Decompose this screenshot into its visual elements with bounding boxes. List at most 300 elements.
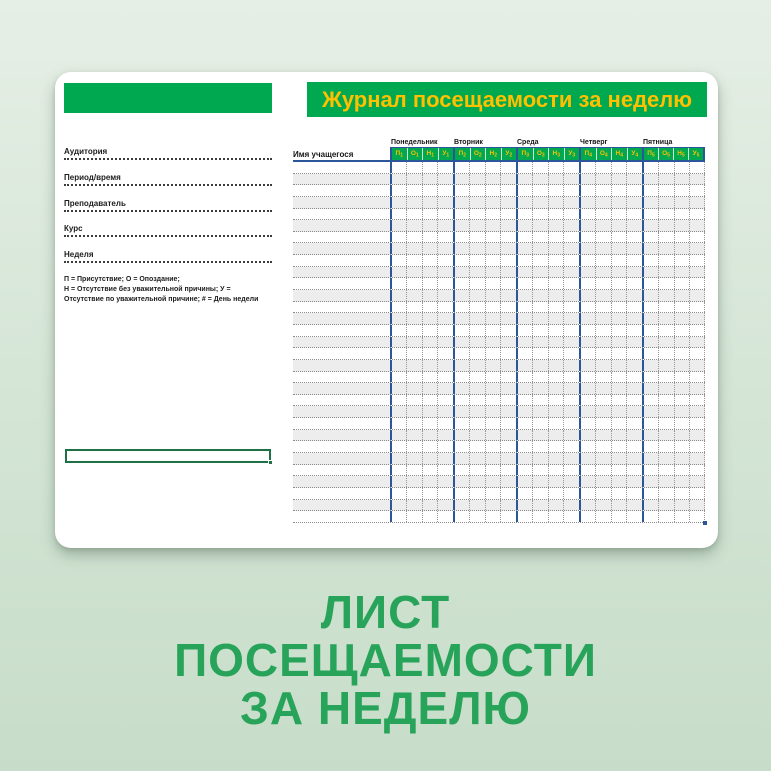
attendance-cell[interactable]	[563, 453, 579, 464]
attendance-cell[interactable]	[563, 406, 579, 417]
attendance-cell[interactable]	[500, 290, 516, 301]
attendance-cell[interactable]	[485, 162, 501, 173]
attendance-cell[interactable]	[532, 243, 548, 254]
attendance-cell[interactable]	[516, 185, 532, 196]
attendance-cell[interactable]	[390, 511, 406, 522]
attendance-cell[interactable]	[689, 383, 705, 394]
attendance-cell[interactable]	[437, 418, 453, 429]
attendance-cell[interactable]	[579, 430, 595, 441]
attendance-cell[interactable]	[611, 243, 627, 254]
attendance-cell[interactable]	[532, 465, 548, 476]
student-name-cell[interactable]	[293, 220, 390, 231]
attendance-cell[interactable]	[626, 220, 642, 231]
attendance-cell[interactable]	[469, 500, 485, 511]
attendance-cell[interactable]	[595, 511, 611, 522]
attendance-cell[interactable]	[500, 267, 516, 278]
attendance-cell[interactable]	[611, 220, 627, 231]
attendance-cell[interactable]	[611, 453, 627, 464]
attendance-cell[interactable]	[611, 278, 627, 289]
attendance-cell[interactable]	[516, 418, 532, 429]
attendance-cell[interactable]	[642, 360, 658, 371]
attendance-cell[interactable]	[485, 430, 501, 441]
attendance-cell[interactable]	[548, 162, 564, 173]
attendance-cell[interactable]	[406, 267, 422, 278]
attendance-cell[interactable]	[579, 313, 595, 324]
attendance-cell[interactable]	[453, 185, 469, 196]
attendance-cell[interactable]	[579, 360, 595, 371]
attendance-cell[interactable]	[611, 337, 627, 348]
attendance-cell[interactable]	[642, 372, 658, 383]
attendance-cell[interactable]	[548, 313, 564, 324]
attendance-cell[interactable]	[689, 500, 705, 511]
attendance-cell[interactable]	[516, 209, 532, 220]
attendance-cell[interactable]	[469, 267, 485, 278]
attendance-cell[interactable]	[674, 197, 690, 208]
attendance-cell[interactable]	[611, 395, 627, 406]
attendance-cell[interactable]	[611, 441, 627, 452]
attendance-cell[interactable]	[516, 232, 532, 243]
attendance-cell[interactable]	[595, 441, 611, 452]
attendance-cell[interactable]	[485, 372, 501, 383]
attendance-cell[interactable]	[437, 302, 453, 313]
attendance-cell[interactable]	[579, 500, 595, 511]
attendance-cell[interactable]	[422, 372, 438, 383]
attendance-cell[interactable]	[453, 290, 469, 301]
attendance-cell[interactable]	[453, 255, 469, 266]
attendance-cell[interactable]	[516, 511, 532, 522]
attendance-cell[interactable]	[532, 255, 548, 266]
attendance-cell[interactable]	[532, 209, 548, 220]
attendance-cell[interactable]	[516, 162, 532, 173]
attendance-cell[interactable]	[579, 209, 595, 220]
attendance-cell[interactable]	[500, 465, 516, 476]
attendance-cell[interactable]	[689, 418, 705, 429]
attendance-cell[interactable]	[642, 278, 658, 289]
attendance-cell[interactable]	[642, 511, 658, 522]
attendance-cell[interactable]	[626, 441, 642, 452]
attendance-cell[interactable]	[674, 406, 690, 417]
attendance-cell[interactable]	[453, 383, 469, 394]
attendance-cell[interactable]	[658, 313, 674, 324]
attendance-cell[interactable]	[674, 209, 690, 220]
student-name-cell[interactable]	[293, 174, 390, 185]
attendance-cell[interactable]	[563, 174, 579, 185]
attendance-cell[interactable]	[437, 185, 453, 196]
attendance-cell[interactable]	[658, 395, 674, 406]
attendance-cell[interactable]	[406, 476, 422, 487]
attendance-cell[interactable]	[516, 337, 532, 348]
attendance-cell[interactable]	[658, 290, 674, 301]
attendance-cell[interactable]	[485, 441, 501, 452]
attendance-cell[interactable]	[563, 220, 579, 231]
attendance-cell[interactable]	[390, 441, 406, 452]
attendance-cell[interactable]	[437, 441, 453, 452]
attendance-cell[interactable]	[579, 220, 595, 231]
attendance-cell[interactable]	[626, 232, 642, 243]
attendance-cell[interactable]	[500, 232, 516, 243]
attendance-cell[interactable]	[390, 302, 406, 313]
attendance-cell[interactable]	[516, 243, 532, 254]
attendance-cell[interactable]	[437, 162, 453, 173]
attendance-cell[interactable]	[437, 430, 453, 441]
attendance-cell[interactable]	[422, 395, 438, 406]
attendance-cell[interactable]	[579, 465, 595, 476]
attendance-cell[interactable]	[674, 243, 690, 254]
attendance-cell[interactable]	[437, 488, 453, 499]
attendance-cell[interactable]	[626, 243, 642, 254]
attendance-cell[interactable]	[563, 209, 579, 220]
attendance-cell[interactable]	[516, 174, 532, 185]
attendance-cell[interactable]	[406, 255, 422, 266]
attendance-cell[interactable]	[626, 430, 642, 441]
attendance-cell[interactable]	[516, 278, 532, 289]
attendance-cell[interactable]	[422, 348, 438, 359]
attendance-cell[interactable]	[469, 174, 485, 185]
attendance-cell[interactable]	[469, 372, 485, 383]
attendance-cell[interactable]	[563, 313, 579, 324]
attendance-cell[interactable]	[437, 267, 453, 278]
attendance-cell[interactable]	[626, 313, 642, 324]
attendance-cell[interactable]	[611, 383, 627, 394]
attendance-cell[interactable]	[595, 174, 611, 185]
attendance-cell[interactable]	[658, 255, 674, 266]
attendance-cell[interactable]	[611, 185, 627, 196]
attendance-cell[interactable]	[406, 302, 422, 313]
attendance-cell[interactable]	[500, 383, 516, 394]
attendance-cell[interactable]	[642, 174, 658, 185]
attendance-cell[interactable]	[516, 360, 532, 371]
attendance-cell[interactable]	[548, 383, 564, 394]
attendance-cell[interactable]	[658, 220, 674, 231]
attendance-cell[interactable]	[674, 476, 690, 487]
attendance-cell[interactable]	[500, 243, 516, 254]
attendance-cell[interactable]	[500, 174, 516, 185]
attendance-cell[interactable]	[658, 278, 674, 289]
attendance-cell[interactable]	[658, 511, 674, 522]
attendance-cell[interactable]	[579, 418, 595, 429]
attendance-cell[interactable]	[406, 406, 422, 417]
attendance-cell[interactable]	[469, 383, 485, 394]
attendance-cell[interactable]	[437, 255, 453, 266]
student-name-cell[interactable]	[293, 243, 390, 254]
attendance-cell[interactable]	[406, 162, 422, 173]
attendance-cell[interactable]	[642, 348, 658, 359]
attendance-cell[interactable]	[642, 232, 658, 243]
attendance-cell[interactable]	[422, 465, 438, 476]
attendance-cell[interactable]	[548, 511, 564, 522]
attendance-cell[interactable]	[595, 243, 611, 254]
attendance-cell[interactable]	[469, 162, 485, 173]
attendance-cell[interactable]	[548, 395, 564, 406]
attendance-cell[interactable]	[611, 197, 627, 208]
attendance-cell[interactable]	[595, 476, 611, 487]
attendance-cell[interactable]	[579, 197, 595, 208]
attendance-cell[interactable]	[422, 383, 438, 394]
attendance-cell[interactable]	[469, 360, 485, 371]
attendance-cell[interactable]	[469, 453, 485, 464]
attendance-cell[interactable]	[390, 197, 406, 208]
attendance-cell[interactable]	[563, 267, 579, 278]
attendance-cell[interactable]	[422, 488, 438, 499]
attendance-cell[interactable]	[658, 465, 674, 476]
attendance-cell[interactable]	[626, 372, 642, 383]
attendance-cell[interactable]	[500, 360, 516, 371]
attendance-cell[interactable]	[563, 430, 579, 441]
attendance-cell[interactable]	[579, 488, 595, 499]
student-name-cell[interactable]	[293, 360, 390, 371]
attendance-cell[interactable]	[453, 348, 469, 359]
attendance-cell[interactable]	[579, 395, 595, 406]
attendance-cell[interactable]	[674, 418, 690, 429]
attendance-cell[interactable]	[453, 395, 469, 406]
attendance-cell[interactable]	[437, 243, 453, 254]
attendance-cell[interactable]	[406, 395, 422, 406]
attendance-cell[interactable]	[611, 313, 627, 324]
attendance-cell[interactable]	[453, 476, 469, 487]
attendance-cell[interactable]	[437, 197, 453, 208]
attendance-cell[interactable]	[689, 360, 705, 371]
attendance-cell[interactable]	[689, 267, 705, 278]
attendance-cell[interactable]	[422, 290, 438, 301]
attendance-cell[interactable]	[689, 453, 705, 464]
attendance-cell[interactable]	[422, 255, 438, 266]
attendance-cell[interactable]	[516, 313, 532, 324]
attendance-cell[interactable]	[453, 337, 469, 348]
attendance-cell[interactable]	[532, 185, 548, 196]
attendance-cell[interactable]	[658, 162, 674, 173]
attendance-cell[interactable]	[500, 302, 516, 313]
attendance-cell[interactable]	[674, 255, 690, 266]
attendance-cell[interactable]	[548, 243, 564, 254]
attendance-cell[interactable]	[642, 453, 658, 464]
student-name-cell[interactable]	[293, 325, 390, 336]
attendance-cell[interactable]	[406, 383, 422, 394]
attendance-cell[interactable]	[453, 302, 469, 313]
attendance-cell[interactable]	[422, 267, 438, 278]
attendance-cell[interactable]	[548, 267, 564, 278]
attendance-cell[interactable]	[548, 290, 564, 301]
attendance-cell[interactable]	[626, 290, 642, 301]
attendance-cell[interactable]	[453, 418, 469, 429]
attendance-cell[interactable]	[595, 185, 611, 196]
attendance-cell[interactable]	[642, 313, 658, 324]
attendance-cell[interactable]	[595, 278, 611, 289]
attendance-cell[interactable]	[626, 302, 642, 313]
attendance-cell[interactable]	[406, 348, 422, 359]
attendance-cell[interactable]	[469, 290, 485, 301]
attendance-cell[interactable]	[422, 418, 438, 429]
attendance-cell[interactable]	[406, 243, 422, 254]
attendance-cell[interactable]	[437, 383, 453, 394]
attendance-cell[interactable]	[485, 185, 501, 196]
attendance-cell[interactable]	[485, 302, 501, 313]
attendance-cell[interactable]	[595, 267, 611, 278]
attendance-cell[interactable]	[516, 406, 532, 417]
attendance-cell[interactable]	[437, 360, 453, 371]
attendance-cell[interactable]	[532, 395, 548, 406]
attendance-cell[interactable]	[532, 162, 548, 173]
attendance-cell[interactable]	[469, 232, 485, 243]
attendance-cell[interactable]	[469, 476, 485, 487]
attendance-cell[interactable]	[453, 174, 469, 185]
attendance-cell[interactable]	[689, 185, 705, 196]
attendance-cell[interactable]	[611, 232, 627, 243]
attendance-cell[interactable]	[532, 197, 548, 208]
attendance-cell[interactable]	[548, 232, 564, 243]
attendance-cell[interactable]	[532, 290, 548, 301]
attendance-cell[interactable]	[674, 174, 690, 185]
attendance-cell[interactable]	[563, 290, 579, 301]
attendance-cell[interactable]	[548, 418, 564, 429]
attendance-cell[interactable]	[674, 465, 690, 476]
attendance-cell[interactable]	[532, 372, 548, 383]
attendance-cell[interactable]	[611, 418, 627, 429]
attendance-cell[interactable]	[611, 476, 627, 487]
attendance-cell[interactable]	[674, 302, 690, 313]
attendance-cell[interactable]	[485, 232, 501, 243]
attendance-cell[interactable]	[611, 372, 627, 383]
attendance-cell[interactable]	[595, 302, 611, 313]
attendance-cell[interactable]	[453, 232, 469, 243]
attendance-cell[interactable]	[406, 337, 422, 348]
attendance-cell[interactable]	[485, 418, 501, 429]
attendance-cell[interactable]	[595, 418, 611, 429]
attendance-cell[interactable]	[595, 313, 611, 324]
attendance-cell[interactable]	[611, 348, 627, 359]
attendance-cell[interactable]	[611, 465, 627, 476]
attendance-cell[interactable]	[437, 278, 453, 289]
attendance-cell[interactable]	[579, 372, 595, 383]
attendance-cell[interactable]	[626, 348, 642, 359]
attendance-cell[interactable]	[390, 453, 406, 464]
attendance-cell[interactable]	[658, 360, 674, 371]
attendance-cell[interactable]	[516, 302, 532, 313]
attendance-cell[interactable]	[642, 220, 658, 231]
attendance-cell[interactable]	[485, 476, 501, 487]
attendance-cell[interactable]	[642, 302, 658, 313]
attendance-cell[interactable]	[516, 488, 532, 499]
attendance-cell[interactable]	[674, 488, 690, 499]
attendance-cell[interactable]	[516, 476, 532, 487]
attendance-cell[interactable]	[674, 337, 690, 348]
attendance-cell[interactable]	[563, 348, 579, 359]
attendance-cell[interactable]	[516, 348, 532, 359]
attendance-cell[interactable]	[658, 453, 674, 464]
student-name-cell[interactable]	[293, 162, 390, 173]
attendance-cell[interactable]	[422, 430, 438, 441]
attendance-cell[interactable]	[642, 500, 658, 511]
attendance-cell[interactable]	[406, 453, 422, 464]
attendance-cell[interactable]	[674, 313, 690, 324]
attendance-cell[interactable]	[658, 174, 674, 185]
attendance-cell[interactable]	[626, 278, 642, 289]
attendance-cell[interactable]	[500, 395, 516, 406]
attendance-cell[interactable]	[390, 430, 406, 441]
attendance-cell[interactable]	[453, 197, 469, 208]
attendance-cell[interactable]	[642, 255, 658, 266]
attendance-cell[interactable]	[626, 476, 642, 487]
attendance-cell[interactable]	[516, 197, 532, 208]
attendance-cell[interactable]	[642, 430, 658, 441]
attendance-cell[interactable]	[532, 220, 548, 231]
attendance-cell[interactable]	[453, 209, 469, 220]
attendance-cell[interactable]	[406, 488, 422, 499]
attendance-cell[interactable]	[422, 500, 438, 511]
attendance-cell[interactable]	[390, 406, 406, 417]
student-name-cell[interactable]	[293, 267, 390, 278]
attendance-cell[interactable]	[626, 267, 642, 278]
student-name-cell[interactable]	[293, 185, 390, 196]
attendance-cell[interactable]	[611, 325, 627, 336]
student-name-cell[interactable]	[293, 418, 390, 429]
attendance-cell[interactable]	[422, 278, 438, 289]
attendance-cell[interactable]	[595, 337, 611, 348]
attendance-cell[interactable]	[406, 197, 422, 208]
attendance-cell[interactable]	[563, 395, 579, 406]
attendance-cell[interactable]	[689, 255, 705, 266]
attendance-cell[interactable]	[437, 465, 453, 476]
attendance-cell[interactable]	[500, 278, 516, 289]
attendance-cell[interactable]	[642, 441, 658, 452]
attendance-cell[interactable]	[516, 441, 532, 452]
attendance-cell[interactable]	[689, 465, 705, 476]
student-name-cell[interactable]	[293, 453, 390, 464]
attendance-cell[interactable]	[406, 232, 422, 243]
attendance-cell[interactable]	[595, 209, 611, 220]
attendance-cell[interactable]	[422, 243, 438, 254]
attendance-cell[interactable]	[689, 406, 705, 417]
attendance-cell[interactable]	[485, 453, 501, 464]
attendance-cell[interactable]	[469, 278, 485, 289]
attendance-cell[interactable]	[437, 395, 453, 406]
attendance-cell[interactable]	[437, 325, 453, 336]
attendance-cell[interactable]	[674, 511, 690, 522]
attendance-cell[interactable]	[422, 232, 438, 243]
attendance-cell[interactable]	[500, 220, 516, 231]
attendance-cell[interactable]	[595, 360, 611, 371]
attendance-cell[interactable]	[485, 197, 501, 208]
attendance-cell[interactable]	[453, 162, 469, 173]
attendance-cell[interactable]	[437, 220, 453, 231]
attendance-cell[interactable]	[611, 209, 627, 220]
attendance-cell[interactable]	[563, 243, 579, 254]
attendance-cell[interactable]	[406, 372, 422, 383]
attendance-cell[interactable]	[658, 325, 674, 336]
attendance-cell[interactable]	[658, 348, 674, 359]
attendance-cell[interactable]	[689, 372, 705, 383]
attendance-cell[interactable]	[422, 197, 438, 208]
student-name-cell[interactable]	[293, 255, 390, 266]
attendance-cell[interactable]	[422, 174, 438, 185]
attendance-cell[interactable]	[532, 278, 548, 289]
attendance-cell[interactable]	[532, 418, 548, 429]
attendance-cell[interactable]	[642, 383, 658, 394]
attendance-cell[interactable]	[453, 465, 469, 476]
attendance-cell[interactable]	[563, 500, 579, 511]
attendance-cell[interactable]	[579, 337, 595, 348]
attendance-cell[interactable]	[563, 372, 579, 383]
attendance-cell[interactable]	[611, 162, 627, 173]
attendance-cell[interactable]	[563, 255, 579, 266]
attendance-cell[interactable]	[485, 174, 501, 185]
attendance-cell[interactable]	[437, 290, 453, 301]
attendance-cell[interactable]	[437, 476, 453, 487]
attendance-cell[interactable]	[611, 488, 627, 499]
attendance-cell[interactable]	[390, 232, 406, 243]
attendance-cell[interactable]	[548, 302, 564, 313]
attendance-cell[interactable]	[437, 500, 453, 511]
student-name-cell[interactable]	[293, 430, 390, 441]
